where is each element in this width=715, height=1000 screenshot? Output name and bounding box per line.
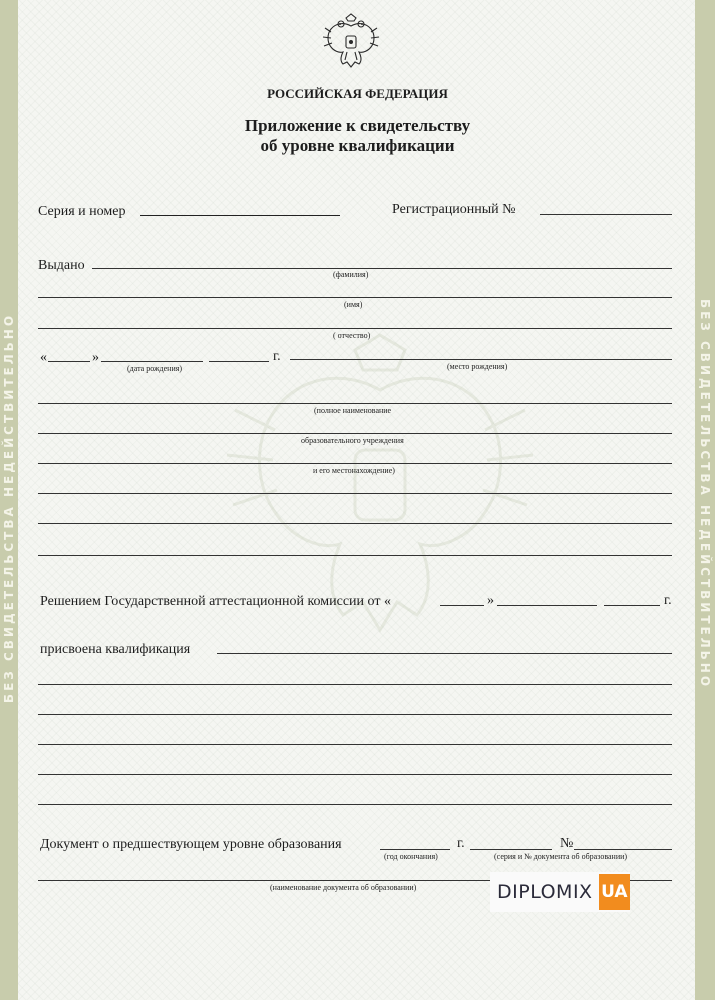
qualification-line-4[interactable] bbox=[38, 744, 672, 745]
birth-year-mark: г. bbox=[273, 349, 281, 364]
document-series-field[interactable] bbox=[574, 849, 672, 850]
institution-caption-1: (полное наименование bbox=[314, 406, 392, 415]
birth-place-field[interactable] bbox=[290, 359, 672, 360]
brand-name: DIPLOMIX bbox=[497, 881, 593, 903]
birth-day-field[interactable] bbox=[48, 361, 90, 362]
institution-field-4[interactable] bbox=[38, 493, 672, 494]
birth-date-caption: (дата рождения) bbox=[127, 364, 183, 373]
institution-field-5[interactable] bbox=[38, 523, 672, 524]
birth-month-field[interactable] bbox=[101, 361, 203, 362]
right-band-text: БЕЗ СВИДЕТЕЛЬСТВА НЕДЕЙСТВИТЕЛЬНО bbox=[698, 298, 712, 690]
name-field[interactable] bbox=[38, 297, 672, 298]
series-number-field[interactable] bbox=[140, 215, 340, 216]
decision-month-field[interactable] bbox=[497, 605, 597, 606]
document-series-caption: (серия и № документа об образовании) bbox=[494, 852, 628, 861]
birth-year-field[interactable] bbox=[209, 361, 269, 362]
qualification-line-2[interactable] bbox=[38, 684, 672, 685]
patronymic-field[interactable] bbox=[38, 328, 672, 329]
institution-field-3[interactable] bbox=[38, 463, 672, 464]
number-mark: № bbox=[560, 836, 574, 851]
institution-caption-2: образовательного учреждения bbox=[301, 436, 404, 445]
graduation-year-caption: (год окончания) bbox=[384, 852, 438, 861]
decision-year-mark: г. bbox=[664, 593, 672, 608]
commission-decision-label: Решением Государственной аттестационной комиссии от « bbox=[40, 594, 391, 609]
institution-caption-3: и его местонахождение) bbox=[313, 466, 395, 475]
qualification-line-6[interactable] bbox=[38, 804, 672, 805]
series-number-label: Серия и номер bbox=[38, 204, 126, 219]
registration-field[interactable] bbox=[540, 214, 672, 215]
decision-year-field[interactable] bbox=[604, 605, 660, 606]
prev-document-label: Документ о предшествующем уровне образования bbox=[40, 837, 342, 852]
document-gap-field[interactable] bbox=[470, 849, 552, 850]
birth-place-caption: (место рождения) bbox=[447, 362, 508, 371]
qualification-field[interactable] bbox=[217, 653, 672, 654]
graduation-year-mark: г. bbox=[457, 836, 465, 851]
institution-field-6[interactable] bbox=[38, 555, 672, 556]
decision-quote-close: » bbox=[487, 593, 494, 608]
diplomix-logo bbox=[490, 872, 630, 912]
qualification-label: присвоена квалификация bbox=[40, 642, 191, 657]
surname-field[interactable] bbox=[92, 268, 672, 269]
coat-of-arms-icon bbox=[319, 12, 383, 72]
graduation-year-field[interactable] bbox=[380, 849, 450, 850]
patronymic-caption: ( отчество) bbox=[333, 331, 371, 340]
country-heading: РОССИЙСКАЯ ФЕДЕРАЦИЯ bbox=[267, 86, 448, 101]
registration-label: Регистрационный № bbox=[392, 202, 516, 217]
qualification-line-3[interactable] bbox=[38, 714, 672, 715]
institution-field-1[interactable] bbox=[38, 403, 672, 404]
decision-day-field[interactable] bbox=[440, 605, 484, 606]
birth-quote-close: » bbox=[92, 350, 99, 365]
brand-suffix: UA bbox=[599, 874, 630, 910]
document-title-line2: об уровне квалификации bbox=[260, 136, 455, 155]
name-caption: (имя) bbox=[344, 300, 363, 309]
institution-field-2[interactable] bbox=[38, 433, 672, 434]
issued-to-label: Выдано bbox=[38, 258, 85, 273]
surname-caption: (фамилия) bbox=[333, 270, 369, 279]
qualification-line-5[interactable] bbox=[38, 774, 672, 775]
birth-quote-open: « bbox=[40, 350, 47, 365]
left-band-text: БЕЗ СВИДЕТЕЛЬСТВА НЕДЕЙСТВИТЕЛЬНО bbox=[2, 312, 16, 704]
document-name-caption: (наименование документа об образовании) bbox=[270, 883, 417, 892]
document-title-line1: Приложение к свидетельству bbox=[244, 116, 471, 135]
